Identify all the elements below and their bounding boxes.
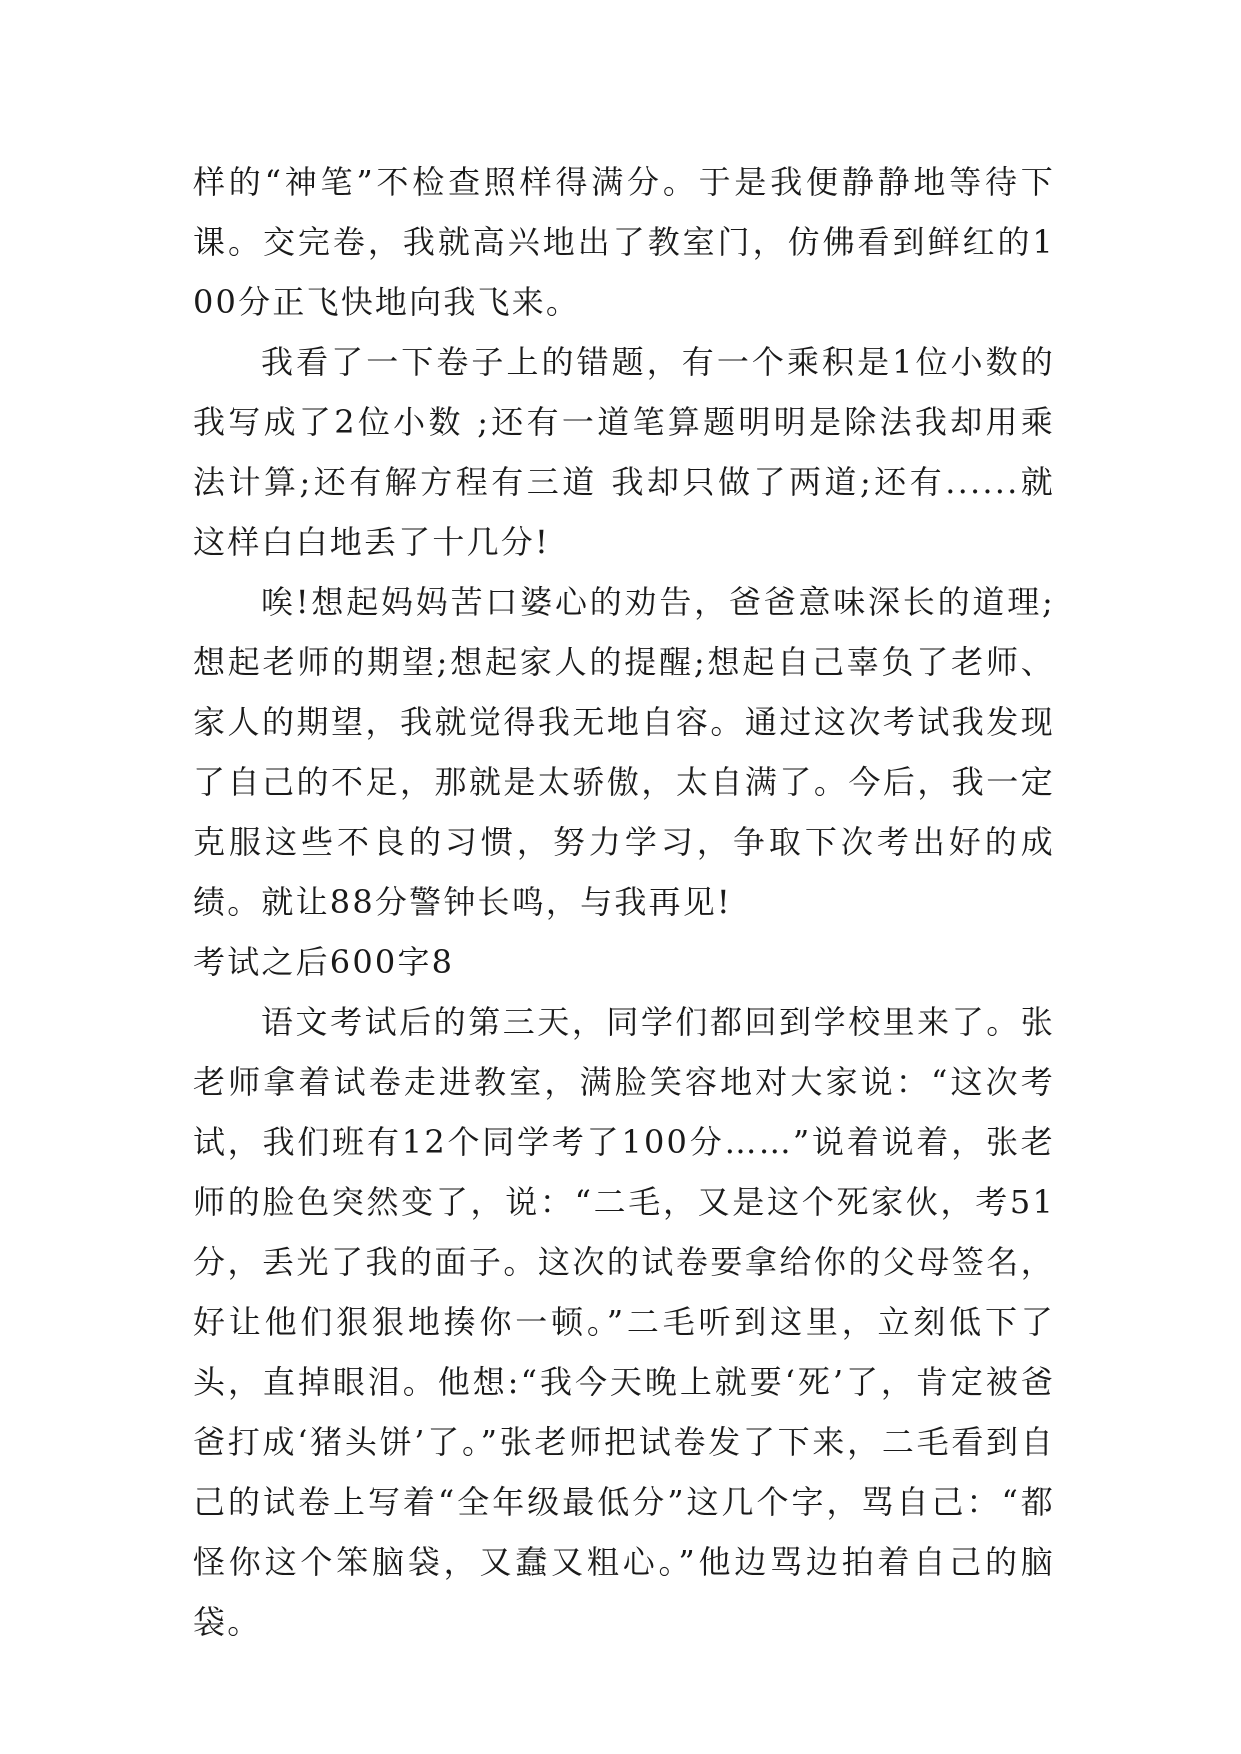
- paragraph: 样的“神笔”不检查照样得满分。于是我便静静地等待下课。交完卷，我就高兴地出了教室门，仿佛看到鲜红的100分正飞快地向我飞来。: [193, 163, 1055, 321]
- paragraph: 唉!想起妈妈苦口婆心的劝告，爸爸意味深长的道理;想起老师的期望;想起家人的提醒;想起自己辜负了老师、家人的期望，我就觉得我无地自容。通过这次考试我发现了自己的不足，那就是太骄傲，太自满了。今后，我一定克服这些不良的习惯，努力学习，争取下次考出好的成绩。就让88分警钟长鸣，与我再见!: [193, 583, 1055, 921]
- document-body: [193, 152, 1055, 1652]
- section-title: 考试之后600字8: [193, 943, 455, 981]
- paragraph: 语文考试后的第三天，同学们都回到学校里来了。张老师拿着试卷走进教室，满脸笑容地对大家说：“这次考试，我们班有12个同学考了100分……”说着说着，张老师的脸色突然变了，说：“二毛，又是这个死家伙，考51分，丢光了我的面子。这次的试卷要拿给你的父母签名，好让他们狠狠地揍你一顿。”二毛听到这里，立刻低下了头，直掉眼泪。他想:“我今天晚上就要‘死’了，肯定被爸爸打成‘猪头饼’了。”张老师把试卷发了下来，二毛看到自己的试卷上写着“全年级最低分”这几个字，骂自己：“都怪你这个笨脑袋，又蠢又粗心。”他边骂边拍着自己的脑袋。: [193, 1003, 1055, 1641]
- paragraph: 我看了一下卷子上的错题，有一个乘积是1位小数的我写成了2位小数 ;还有一道笔算题明明是除法我却用乘法计算;还有解方程有三道 我却只做了两道;还有......就这样白白地丢了十几分!: [193, 343, 1055, 561]
